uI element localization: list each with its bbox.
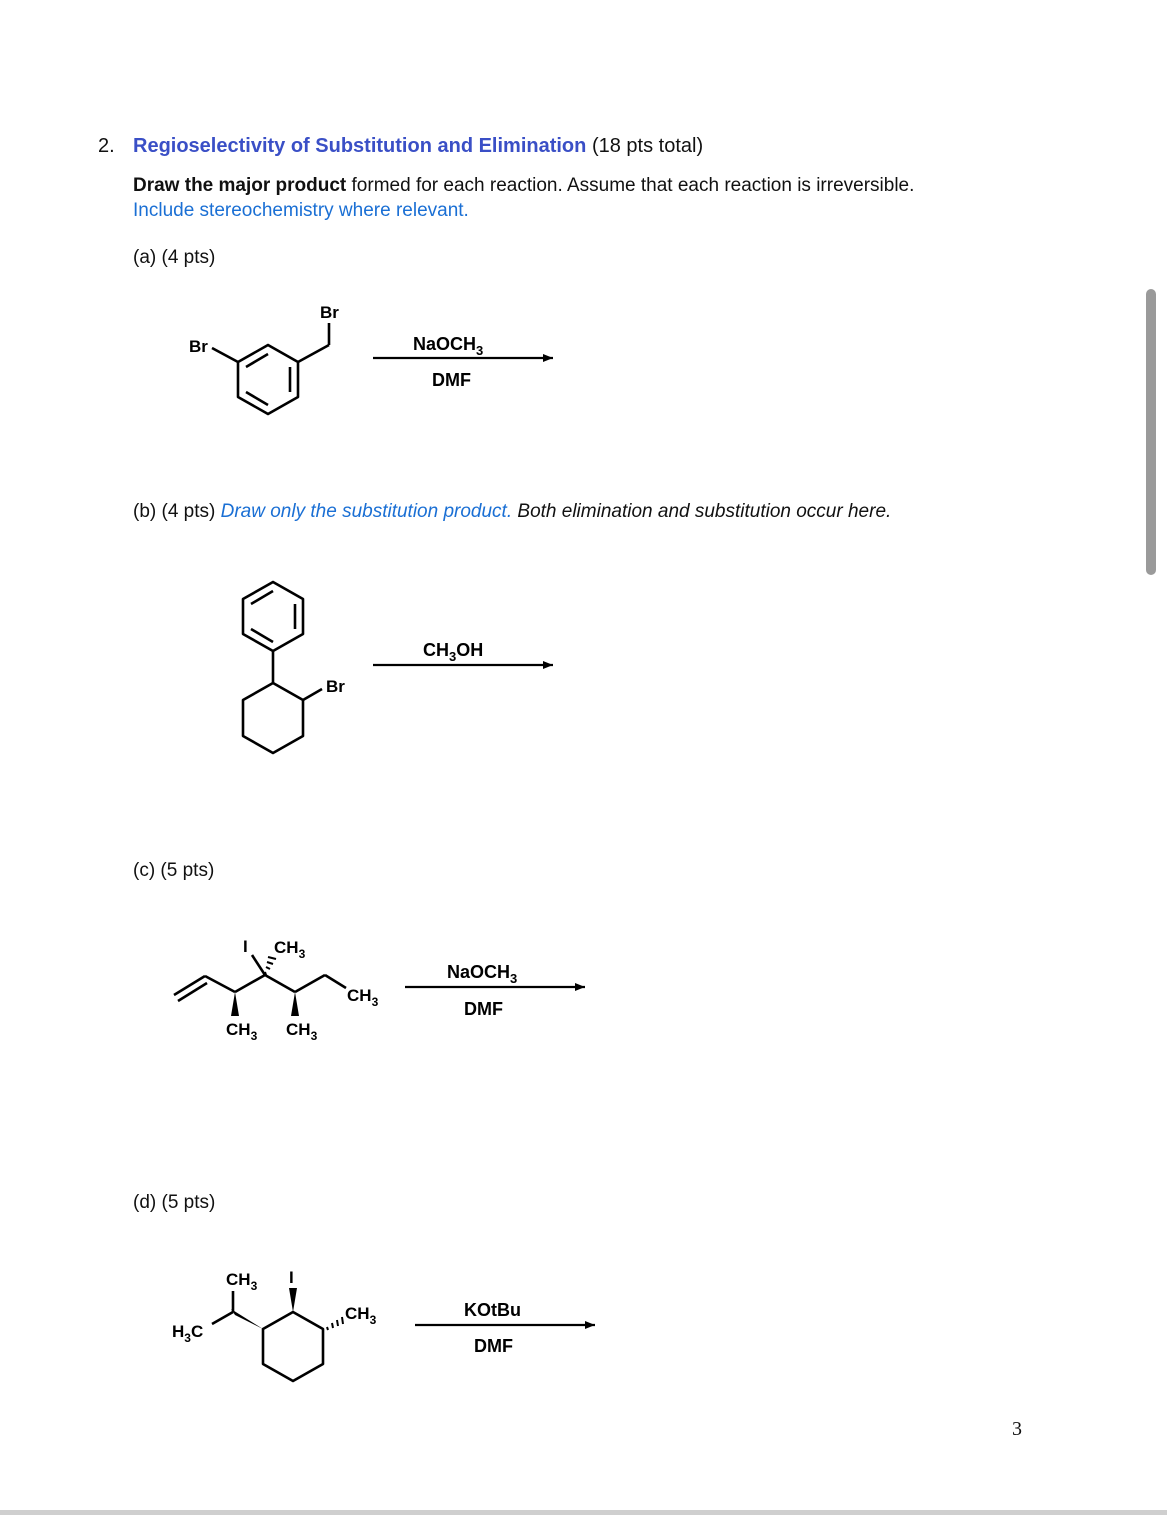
question-title: Regioselectivity of Substitution and Elimination (133, 135, 587, 157)
part-c-iodo: I (243, 937, 248, 956)
part-d-h3c: $H_3C$ (172, 1322, 204, 1345)
part-d-solvent: DMF (474, 1336, 513, 1356)
part-d-ch3-right: $CH_3$ (345, 1304, 377, 1327)
part-a-br-top: Br (320, 303, 339, 322)
points-total-text: (18 pts total) (591, 135, 704, 157)
part-a-label: (a) (4 pts) (133, 247, 216, 268)
part-a-br-left: Br (189, 337, 208, 356)
part-b-structure (243, 582, 322, 753)
part-c-wedges (231, 992, 299, 1016)
part-b-reagent (423, 640, 483, 664)
horizontal-scrollbar-track[interactable] (0, 1510, 1167, 1515)
part-c-structure (174, 955, 346, 1001)
instruction-blue: Include stereochemistry where relevant. (133, 200, 469, 221)
part-a-reagent (413, 334, 483, 358)
part-a-solvent: DMF (432, 370, 471, 390)
part-c-ch3-bottom-left: $CH_3$ (226, 1020, 258, 1043)
part-a-structure (212, 323, 329, 414)
part-d-structure (212, 1291, 323, 1381)
part-c-solvent: DMF (464, 999, 503, 1019)
part-c-ch3-top: $CH_3$ (274, 938, 306, 961)
part-c-hash (265, 957, 276, 975)
vertical-scrollbar[interactable] (1146, 289, 1156, 575)
page-number: 3 (1012, 1418, 1022, 1440)
part-d-label: (d) (5 pts) (133, 1192, 216, 1213)
part-b-br: Br (326, 677, 345, 696)
part-c-ch3-right: $CH_3$ (347, 986, 379, 1009)
part-b-note-blue: Draw only the substitution product. (220, 501, 513, 522)
question-number: 2. (98, 135, 115, 157)
part-c-label: (c) (5 pts) (133, 860, 215, 881)
part-d-iodo: I (289, 1268, 294, 1287)
instruction-bold: Draw the major product (133, 175, 347, 196)
svg-text:CH3OH: $CH_3OH$ (423, 640, 484, 664)
part-d-hash (327, 1317, 343, 1330)
part-d-wedges (231, 1288, 297, 1329)
part-d-reagent: KOtBu (464, 1300, 521, 1320)
part-c-reagent (447, 962, 517, 986)
svg-text:NaOCH3: NaOCH$_3$ (447, 962, 518, 986)
part-d-ch3-top: $CH_3$ (226, 1270, 258, 1293)
part-c-ch3-bottom-right: $CH_3$ (286, 1020, 318, 1043)
instruction-rest: formed for each reaction. Assume that each reaction is irreversible. (346, 175, 915, 196)
part-b-note-rest: Both elimination and substitution occur here. (512, 501, 892, 522)
part-b-label-text: (b) (4 pts) (133, 501, 221, 522)
svg-text:NaOCH3: NaOCH$_3$ (413, 334, 484, 358)
